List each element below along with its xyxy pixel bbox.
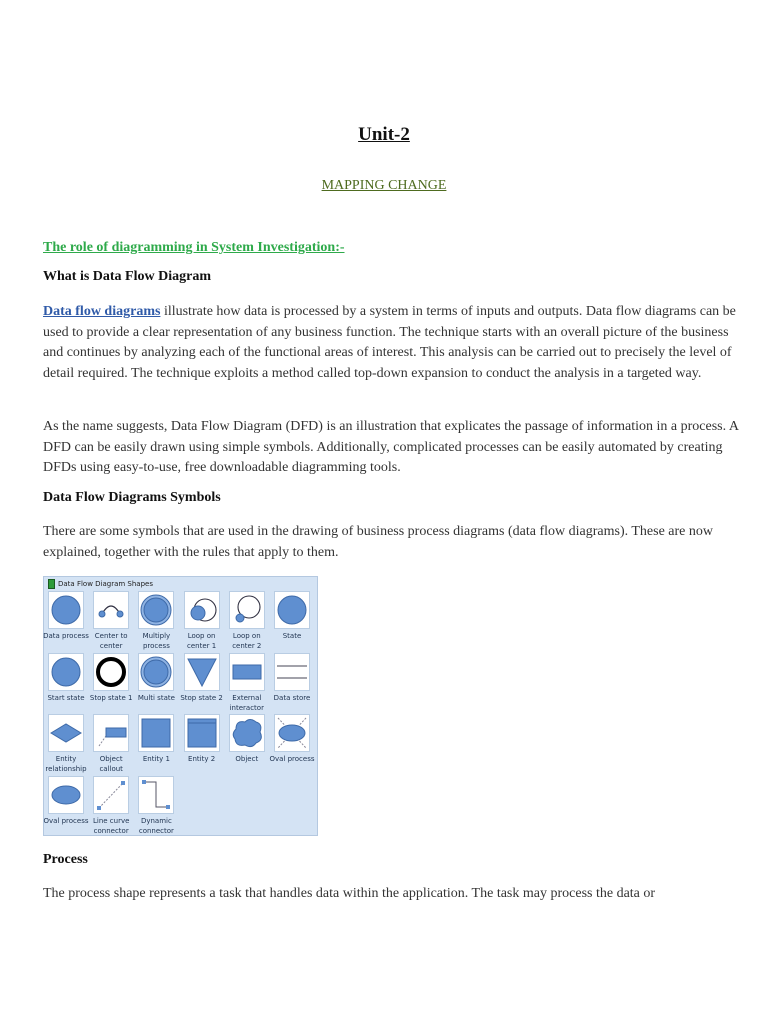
loop-center-1-icon — [185, 592, 219, 628]
shape-label: Object callout — [99, 755, 123, 773]
shape-tile[interactable] — [229, 653, 265, 691]
shape-tile[interactable] — [184, 591, 220, 629]
stencil-icon — [48, 579, 55, 589]
shape-item[interactable] — [184, 714, 220, 764]
state-icon — [275, 592, 309, 628]
paragraph-dfd-intro — [43, 302, 748, 384]
shape-label: Multi state — [137, 693, 175, 702]
chapter-subtitle: MAPPING CHANGE — [321, 178, 447, 193]
paragraph-dfd-definition: As the name suggests, Data Flow Diagram (DFD) is an illustration that explicates the passage of information in a process. A DFD can be easily drawn using simple symbols. Additionally, complicated processes can be easily automated by creating DFDs using easy-to-use, free downloadable diagramming tools. — [43, 419, 739, 475]
shape-label: Data store — [273, 693, 311, 702]
shape-item[interactable] — [93, 776, 129, 836]
shape-label: Start state — [47, 693, 85, 702]
entity-relationship-icon — [49, 715, 83, 751]
dfd-link[interactable]: Data flow diagrams — [43, 304, 161, 319]
shape-tile[interactable] — [48, 591, 84, 629]
shape-item[interactable] — [138, 591, 174, 651]
shape-label: Center to center — [94, 632, 128, 650]
shape-item[interactable] — [93, 714, 129, 774]
shape-item[interactable] — [274, 653, 310, 703]
shape-tile[interactable] — [229, 591, 265, 629]
shape-item[interactable] — [229, 653, 265, 713]
shape-item[interactable] — [184, 591, 220, 651]
entity-1-icon — [139, 715, 173, 751]
shape-item[interactable] — [48, 653, 84, 703]
shapes-panel — [43, 576, 318, 836]
shape-item[interactable] — [138, 776, 174, 836]
object-callout-icon — [94, 715, 128, 751]
object-icon — [230, 715, 264, 751]
shape-tile[interactable] — [138, 776, 174, 814]
oval-process-icon — [49, 777, 83, 813]
shape-item[interactable] — [229, 714, 265, 764]
dynamic-connector-icon — [139, 777, 173, 813]
paragraph-dfd-intro-text: illustrate how data is processed by a system in terms of inputs and outputs. Data flow diagrams can be used to provide a clear representation of any business function. The technique starts with an overall picture of the business and continues by analyzing each of the functional areas of interest. This analysis can be carried out to precisely the level of detail required. The technique exploits a method called top-down expansion to conduct the analysis in a targeted way. — [43, 304, 736, 381]
stop-state-1-icon — [94, 654, 128, 690]
shape-tile[interactable] — [138, 591, 174, 629]
shape-tile[interactable] — [184, 653, 220, 691]
shape-tile[interactable] — [274, 591, 310, 629]
shape-item[interactable] — [269, 714, 315, 764]
shape-tile[interactable] — [138, 653, 174, 691]
shape-tile[interactable] — [48, 714, 84, 752]
shape-tile[interactable] — [48, 653, 84, 691]
shape-item[interactable] — [274, 591, 310, 641]
shape-tile[interactable] — [93, 714, 129, 752]
shape-label: State — [282, 632, 302, 640]
paragraph-process: The process shape represents a task that handles data within the application. The task may process the data or — [43, 886, 656, 901]
shape-label: Entity 2 — [188, 755, 216, 763]
shape-tile[interactable] — [229, 714, 265, 752]
shape-label: Data process — [43, 632, 89, 640]
shape-item[interactable] — [89, 653, 133, 703]
shape-tile[interactable] — [184, 714, 220, 752]
shapes-panel-title-text: Data Flow Diagram Shapes — [58, 579, 153, 588]
entity-2-icon — [185, 715, 219, 751]
heading-dfd-symbols: Data Flow Diagrams Symbols — [43, 490, 221, 505]
data-store-icon — [275, 654, 309, 690]
shape-item[interactable] — [138, 714, 174, 764]
heading-what-is-dfd: What is Data Flow Diagram — [43, 269, 211, 284]
shape-tile[interactable] — [93, 591, 129, 629]
shape-label: Stop state 2 — [180, 693, 223, 702]
circle-icon — [49, 592, 83, 628]
shape-item[interactable] — [229, 591, 265, 651]
shape-tile[interactable] — [93, 653, 129, 691]
section-heading: The role of diagramming in System Investigation:- — [43, 240, 345, 255]
shape-item[interactable] — [43, 591, 89, 641]
shape-tile[interactable] — [48, 776, 84, 814]
heading-process: Process — [43, 852, 88, 867]
shape-tile[interactable] — [274, 714, 310, 752]
shape-item[interactable] — [45, 714, 87, 774]
shape-label: External interactor — [229, 693, 264, 712]
unit-title: Unit-2 — [358, 124, 410, 145]
shape-label: Loop on center 1 — [186, 632, 217, 650]
shape-item[interactable] — [43, 776, 89, 826]
shape-label: Stop state 1 — [89, 693, 133, 702]
shape-tile[interactable] — [93, 776, 129, 814]
shape-tile[interactable] — [274, 653, 310, 691]
paragraph-symbols-intro: There are some symbols that are used in the drawing of business process diagrams (data flow diagrams). These are now explained, together with the rules that apply to them. — [43, 524, 713, 560]
shape-label: Multiply process — [142, 632, 171, 650]
start-state-icon — [49, 654, 83, 690]
shape-label: Object — [235, 755, 259, 763]
shape-label: Line curve connector — [92, 816, 130, 835]
oval-process-icon — [275, 715, 309, 751]
shape-label: Oval process — [43, 816, 89, 825]
multiply-process-icon — [139, 592, 173, 628]
external-interactor-icon — [230, 654, 264, 690]
shape-item[interactable] — [138, 653, 174, 703]
shape-label: Loop on center 2 — [232, 632, 262, 650]
shape-label: Oval process — [269, 755, 315, 763]
loop-center-2-icon — [230, 592, 264, 628]
line-curve-connector-icon — [94, 777, 128, 813]
shape-item[interactable] — [93, 591, 129, 651]
shape-label: Entity relationship — [45, 755, 87, 773]
shape-item[interactable] — [180, 653, 223, 703]
shape-label: Entity 1 — [142, 755, 170, 763]
stop-state-2-icon — [185, 654, 219, 690]
multi-state-icon — [139, 654, 173, 690]
center-to-center-icon — [94, 592, 128, 628]
shape-label: Dynamic connector — [138, 816, 174, 835]
shapes-panel-title — [48, 578, 153, 589]
shape-tile[interactable] — [138, 714, 174, 752]
